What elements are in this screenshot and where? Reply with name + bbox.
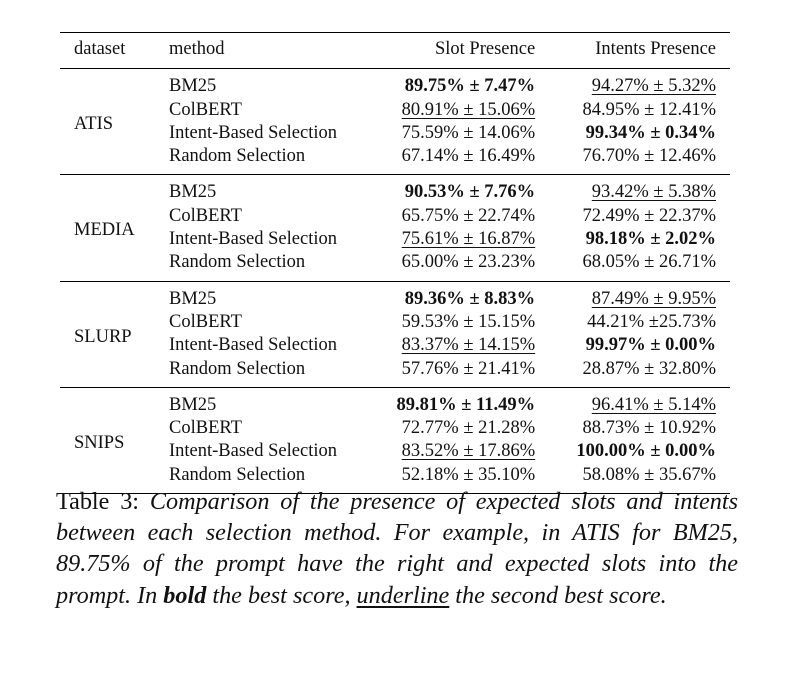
method-cell: ColBERT: [169, 311, 242, 332]
intent-cell-best: 99.97% ± 0.00%: [585, 335, 716, 356]
slot-cell: 59.53% ± 15.15%: [401, 311, 536, 332]
intent-cell-second: 87.49% ± 9.95%: [541, 281, 730, 311]
caption-text-part2: the best score,: [212, 581, 351, 609]
slot-cell-best: 89.81% ± 11.49%: [371, 387, 541, 417]
caption-label: Table 3:: [56, 488, 140, 515]
table-row: [60, 281, 730, 311]
results-table: [60, 32, 730, 494]
slot-cell-second: 80.91% ± 15.06%: [401, 99, 536, 120]
slot-cell-second: 75.61% ± 16.87%: [401, 229, 536, 250]
intent-cell-second: 96.41% ± 5.14%: [541, 387, 730, 417]
slot-cell: 72.77% ± 21.28%: [401, 418, 536, 439]
intent-cell-second: 93.42% ± 5.38%: [541, 175, 730, 205]
intent-cell: 28.87% ± 32.80%: [582, 358, 716, 379]
method-cell: BM25: [169, 387, 371, 417]
group-slurp: [60, 281, 730, 387]
slot-cell: 65.00% ± 23.23%: [401, 252, 536, 273]
header-slot-presence: Slot Presence: [371, 33, 541, 69]
method-cell: BM25: [169, 76, 217, 97]
caption-text-part1: Comparison of the presence of expected slots and intents between each selection method. For example, in ATIS for BM25, 89.75% of the prompt have the right and expected slots into the prompt. In: [56, 488, 739, 609]
method-cell: BM25: [169, 281, 371, 311]
slot-cell: 75.59% ± 14.06%: [401, 122, 536, 143]
intent-cell: 88.73% ± 10.92%: [582, 418, 716, 439]
caption-text: [56, 488, 738, 609]
intent-cell: 44.21% ±25.73%: [587, 311, 716, 332]
table-row: [60, 175, 730, 205]
slot-cell-second: 83.52% ± 17.86%: [401, 441, 536, 462]
method-cell: Random Selection: [169, 464, 306, 485]
method-cell: Intent-Based Selection: [169, 229, 337, 250]
slot-cell-best: 89.36% ± 8.83%: [371, 281, 541, 311]
table-caption: [56, 486, 738, 611]
dataset-cell: ATIS: [74, 114, 114, 135]
intent-cell: 58.08% ± 35.67%: [582, 464, 716, 485]
dataset-cell: SNIPS: [60, 387, 169, 493]
header-row: [60, 33, 730, 69]
method-cell: ColBERT: [169, 418, 242, 439]
method-cell: BM25: [169, 175, 371, 205]
intent-cell: 84.95% ± 12.41%: [582, 99, 716, 120]
method-cell: Random Selection: [169, 358, 306, 379]
intent-cell-best: 99.34% ± 0.34%: [585, 122, 716, 143]
dataset-cell: MEDIA: [60, 175, 169, 281]
slot-cell: 52.18% ± 35.10%: [401, 464, 536, 485]
method-cell: Intent-Based Selection: [169, 335, 337, 356]
group-atis: [60, 69, 730, 175]
intent-cell: 72.49% ± 22.37%: [582, 205, 716, 226]
slot-cell: 67.14% ± 16.49%: [401, 146, 536, 167]
group-snips: [60, 387, 730, 493]
slot-cell: 57.76% ± 21.41%: [401, 358, 536, 379]
method-cell: Intent-Based Selection: [169, 122, 337, 143]
header-intents-presence: Intents Presence: [541, 33, 730, 69]
caption-bold-word: bold: [163, 581, 207, 609]
caption-text-part3: the second best score.: [455, 581, 667, 609]
intent-cell-best: 98.18% ± 2.02%: [585, 229, 716, 250]
method-cell: Intent-Based Selection: [169, 441, 337, 462]
method-cell: ColBERT: [169, 99, 242, 120]
group-media: [60, 175, 730, 281]
slot-cell-second: 83.37% ± 14.15%: [401, 335, 536, 356]
intent-cell-best: 100.00% ± 0.00%: [576, 441, 716, 462]
intent-cell-second: 94.27% ± 5.32%: [591, 76, 716, 97]
table-row: [60, 69, 730, 99]
table-row: [60, 387, 730, 417]
method-cell: ColBERT: [169, 205, 242, 226]
header-method: method: [169, 33, 371, 69]
method-cell: Random Selection: [169, 252, 306, 273]
method-cell: Random Selection: [169, 146, 306, 167]
header-dataset: dataset: [60, 33, 169, 69]
caption-underline-word: underline: [356, 581, 450, 609]
intent-cell: 68.05% ± 26.71%: [582, 252, 716, 273]
slot-cell-best: 90.53% ± 7.76%: [371, 175, 541, 205]
intent-cell: 76.70% ± 12.46%: [582, 146, 716, 167]
table-header: [60, 33, 730, 69]
results-table-container: [60, 32, 730, 494]
slot-cell-best: 89.75% ± 7.47%: [404, 76, 536, 97]
dataset-cell: SLURP: [60, 281, 169, 387]
slot-cell: 65.75% ± 22.74%: [401, 205, 536, 226]
